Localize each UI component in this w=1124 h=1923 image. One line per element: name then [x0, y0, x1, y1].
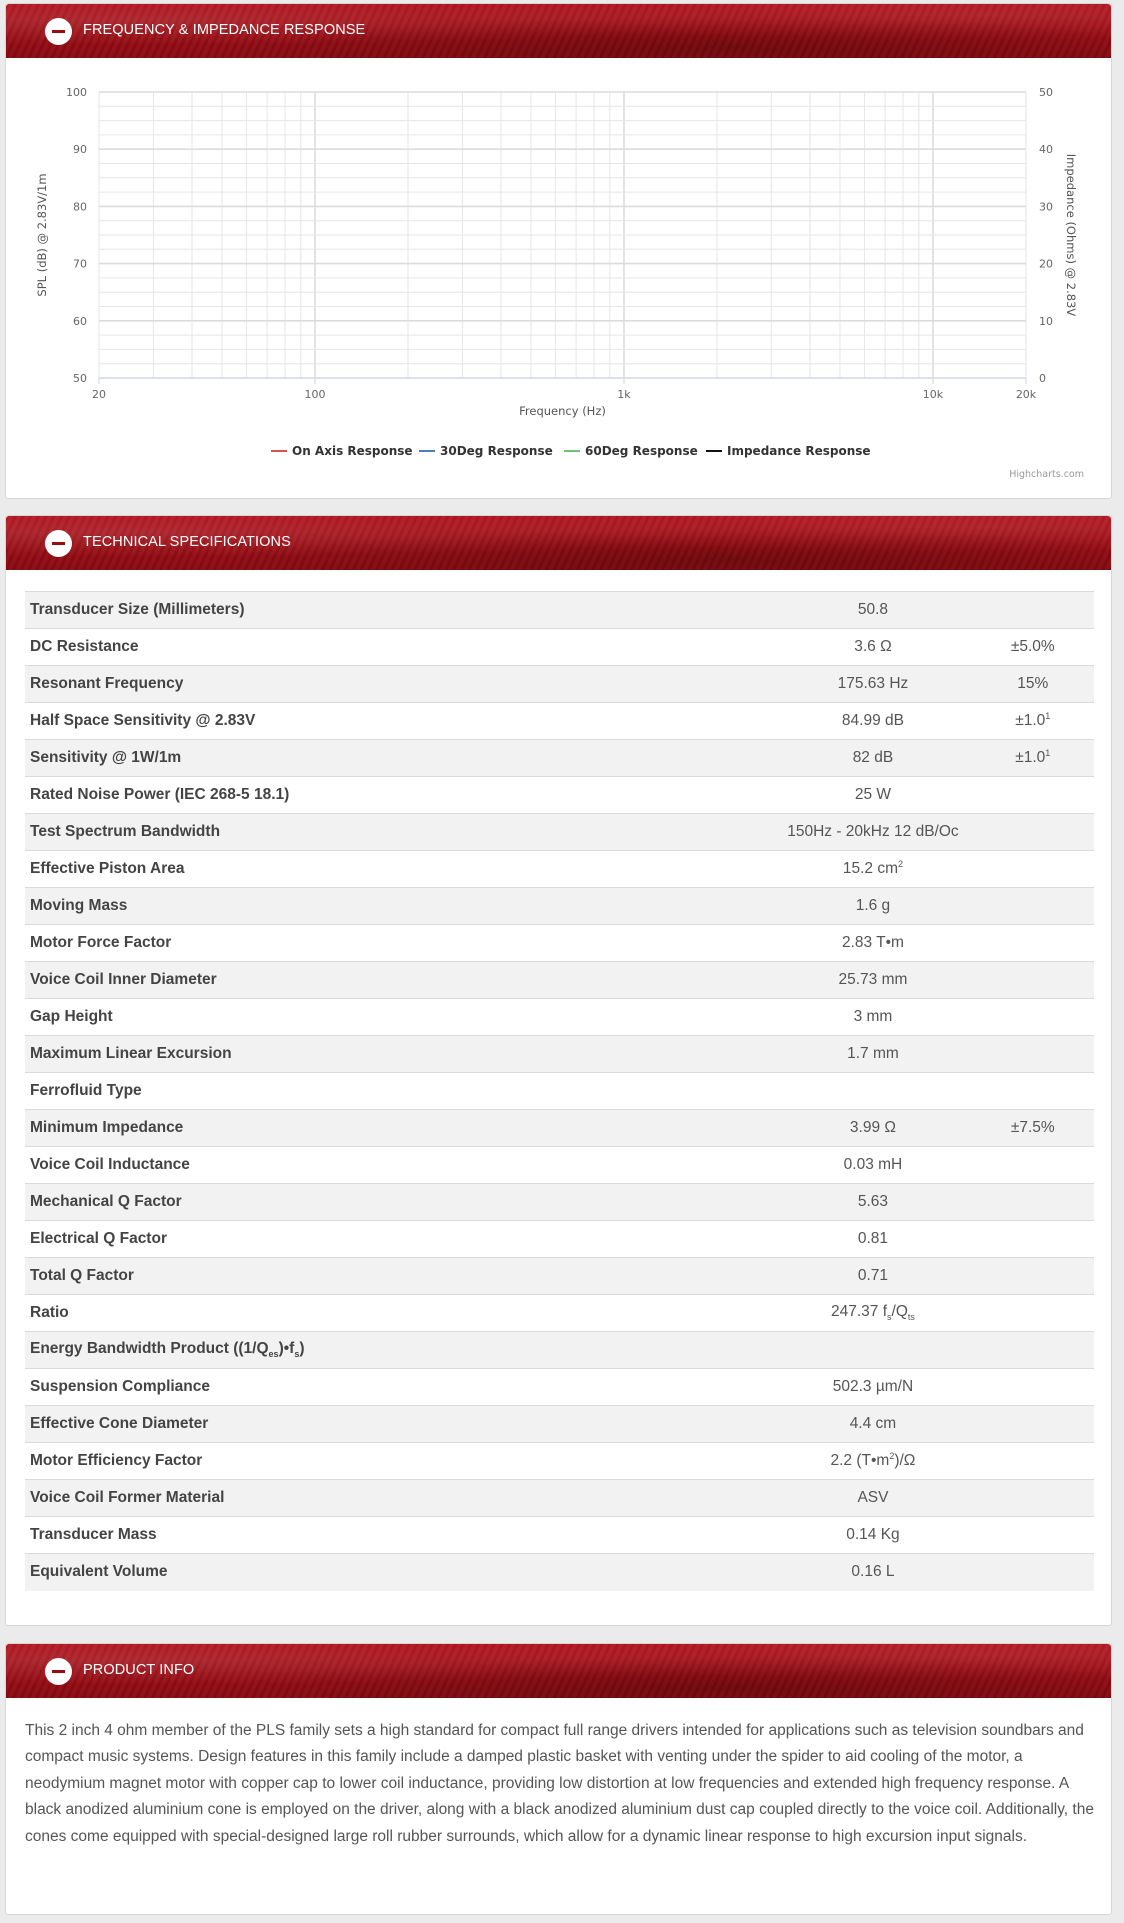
spec-value: 15.2 $cm^2$: [842, 859, 904, 878]
spec-row: [25, 1184, 1094, 1221]
legend-item[interactable]: [564, 444, 698, 458]
product-info-header[interactable]: [6, 1644, 1111, 1698]
technical-specifications-title: TECHNICAL SPECIFICATIONS: [83, 534, 291, 550]
spec-row: [25, 1258, 1094, 1295]
spec-label: Transducer Mass: [30, 1526, 157, 1543]
spec-tolerance: [967, 814, 1094, 851]
spec-value: [774, 1332, 966, 1369]
spec-label: Motor Force Factor: [30, 934, 172, 951]
spec-value: 2.2 $(T•m^2)/\Omega$: [830, 1451, 916, 1470]
technical-specifications-panel: [5, 515, 1112, 1626]
spec-tolerance: $\pm 1.0^1$: [1015, 711, 1051, 730]
spec-row: [25, 851, 1094, 888]
y-tick-label: 50: [73, 372, 87, 385]
spec-row: [25, 814, 1094, 851]
spec-value: ASV: [857, 1489, 889, 1506]
spec-value: 4.4 cm: [849, 1415, 897, 1432]
spec-value: 5.63: [857, 1193, 889, 1210]
spec-value: 25 W: [854, 786, 892, 803]
spec-tolerance: [967, 925, 1094, 962]
spec-row: [25, 888, 1094, 925]
y-axis-title: SPL (dB) @ 2.83V/1m: [35, 173, 49, 297]
spec-label: Suspension Compliance: [30, 1378, 211, 1395]
spec-value: 0.16 L: [851, 1563, 895, 1581]
spec-row: [25, 666, 1094, 703]
spec-tolerance: [967, 1369, 1094, 1406]
spec-value: 3.99 Ω: [849, 1119, 896, 1136]
y-tick-label: 100: [66, 86, 87, 99]
spec-value: 502.3 µm/N: [832, 1378, 914, 1395]
spec-label: Effective Cone Diameter: [30, 1415, 209, 1432]
legend-label: 60Deg Response: [585, 444, 698, 458]
y2-axis-title: Impedance (Ohms) @ 2.83V: [1064, 153, 1078, 317]
spec-row: [25, 1295, 1094, 1332]
spec-label: Mechanical Q Factor: [30, 1193, 182, 1210]
spec-value: 50.8: [857, 601, 889, 618]
x-tick-label: 10k: [922, 388, 944, 401]
spec-tolerance: [967, 1480, 1094, 1517]
spec-label: Voice Coil Former Material: [30, 1489, 225, 1506]
y-tick-label: 60: [73, 314, 87, 328]
spec-row: [25, 1073, 1094, 1110]
spec-label: Ratio: [30, 1304, 69, 1321]
spec-tolerance: [967, 1554, 1094, 1591]
y-tick-label: 90: [73, 143, 87, 157]
spec-tolerance: [967, 1147, 1094, 1184]
spec-row: [25, 1517, 1094, 1554]
spec-row: [25, 999, 1094, 1036]
spec-tolerance: [967, 999, 1094, 1036]
spec-tolerance: ±5.0%: [1010, 638, 1055, 655]
spec-row: [25, 925, 1094, 962]
spec-row: [25, 1480, 1094, 1517]
y2-tick-label: 50: [1039, 86, 1053, 99]
spec-row: [25, 777, 1094, 814]
spec-tolerance: [967, 1332, 1094, 1369]
spec-value: 150Hz - 20kHz 12 dB/Oc: [787, 823, 959, 840]
frequency-response-title: FREQUENCY & IMPEDANCE RESPONSE: [83, 22, 366, 38]
spec-label: Moving Mass: [30, 897, 128, 914]
spec-row: [25, 1221, 1094, 1258]
spec-label: Energy Bandwidth Product $((1/Q_{es})•f_s)$: [30, 1340, 305, 1360]
technical-specifications-header[interactable]: [6, 516, 1111, 570]
spec-label: DC Resistance: [30, 638, 139, 655]
collapse-minus-icon[interactable]: [45, 1658, 72, 1685]
spec-tolerance: [967, 851, 1094, 888]
product-info-panel: [5, 1643, 1112, 1915]
spec-value: 0.14 Kg: [846, 1526, 900, 1543]
product-info-title: PRODUCT INFO: [83, 1662, 195, 1678]
spec-row: [25, 740, 1094, 777]
spec-tolerance: $\pm 1.0^1$: [1015, 748, 1051, 767]
spec-value: 3.6 Ω: [854, 638, 892, 655]
y2-tick-label: 40: [1039, 143, 1053, 157]
frequency-response-panel: [5, 3, 1112, 499]
spec-label: Effective Piston Area: [30, 860, 185, 877]
spec-row: [25, 962, 1094, 999]
spec-value: 0.03 mH: [843, 1156, 903, 1173]
collapse-minus-icon[interactable]: [45, 18, 72, 45]
spec-value: 25.73 mm: [838, 971, 908, 988]
collapse-minus-icon[interactable]: [45, 530, 72, 557]
spec-tolerance: [967, 962, 1094, 999]
spec-value: 82 dB: [852, 749, 894, 766]
spec-row: [25, 703, 1094, 740]
spec-tolerance: 15%: [1017, 675, 1049, 692]
spec-tolerance: [967, 1443, 1094, 1480]
spec-value: 3 mm: [853, 1008, 893, 1025]
spec-label: Electrical Q Factor: [30, 1230, 167, 1247]
spec-tolerance: [967, 592, 1094, 629]
x-tick-label: 1k: [617, 388, 631, 401]
spec-label: Sensitivity @ 1W/1m: [30, 749, 182, 766]
spec-row: [25, 592, 1094, 629]
spec-label: Voice Coil Inductance: [30, 1156, 190, 1173]
spec-tolerance: ±7.5%: [1010, 1119, 1055, 1136]
spec-value: 247.37 $f_s/Q_{ts}$: [830, 1303, 915, 1323]
y2-tick-label: 0: [1039, 372, 1046, 385]
x-tick-label: 20k: [1015, 388, 1037, 401]
spec-row: [25, 1369, 1094, 1406]
legend-label: On Axis Response: [292, 444, 413, 458]
spec-row: [25, 1036, 1094, 1073]
frequency-response-header[interactable]: [6, 4, 1111, 58]
spec-tolerance: [967, 1073, 1094, 1110]
spec-row: [25, 1406, 1094, 1443]
spec-value: 1.7 mm: [847, 1045, 899, 1062]
spec-label: Voice Coil Inner Diameter: [30, 971, 217, 988]
spec-row: [25, 1110, 1094, 1147]
spec-tolerance: [967, 888, 1094, 925]
specifications-table: [25, 591, 1094, 1591]
spec-row: [25, 1554, 1094, 1591]
spec-row: [25, 1147, 1094, 1184]
y2-tick-label: 20: [1039, 257, 1053, 271]
spec-row: [25, 629, 1094, 666]
spec-row: [25, 1443, 1094, 1480]
legend-item[interactable]: [419, 444, 553, 458]
spec-label: Test Spectrum Bandwidth: [30, 823, 221, 840]
spec-tolerance: [967, 1258, 1094, 1295]
spec-value: 1.6 g: [855, 897, 891, 914]
spec-row: [25, 1332, 1094, 1369]
frequency-impedance-chart: [6, 58, 1111, 498]
x-axis-title: Frequency (Hz): [519, 404, 606, 418]
x-tick-label: 20: [92, 388, 106, 401]
y-tick-label: 70: [73, 257, 87, 271]
highcharts-credits[interactable]: Highcharts.com: [1009, 469, 1084, 480]
spec-tolerance: [967, 1036, 1094, 1073]
spec-tolerance: [967, 777, 1094, 814]
spec-value: 0.71: [857, 1267, 889, 1284]
spec-value: 175.63 Hz: [837, 675, 909, 692]
spec-tolerance: [967, 1406, 1094, 1443]
x-tick-label: 100: [304, 388, 326, 401]
spec-label: Resonant Frequency: [30, 675, 184, 692]
spec-label: Gap Height: [30, 1008, 113, 1025]
spec-value: 0.81: [857, 1230, 889, 1247]
product-description: This 2 inch 4 ohm member of the PLS family sets a high standard for compact full range drivers intended for applications such as television soundbars and compact music systems. Design features in this family include a damped plastic basket with venting under the spider to aid cooling of the motor, a neodymium magnet motor with copper cap to lower coil inductance, providing low distortion at low frequencies and extended high frequency response. A black anodized aluminium cone is employed on the driver, along with a black anodized aluminium dust cap coupled directly to the voice coil. Additionally, the cones come equipped with special-designed large roll rubber surrounds, which allow for a dynamic linear response to high excursion input signals.: [25, 1722, 1094, 1845]
spec-label: Motor Efficiency Factor: [30, 1452, 203, 1469]
spec-value: [774, 1073, 966, 1110]
spec-tolerance: [967, 1517, 1094, 1554]
legend-label: Impedance Response: [727, 444, 871, 458]
spec-label: Maximum Linear Excursion: [30, 1045, 232, 1062]
y-tick-label: 80: [73, 200, 87, 214]
spec-label: Transducer Size (Millimeters): [30, 601, 245, 618]
spec-value: 2.83 T•m: [841, 934, 904, 951]
spec-label: Rated Noise Power (IEC 268-5 18.1): [30, 786, 290, 803]
spec-label: Half Space Sensitivity @ 2.83V: [30, 712, 256, 729]
y2-tick-label: 30: [1039, 200, 1053, 214]
spec-value: 84.99 dB: [841, 712, 904, 729]
legend-item[interactable]: [706, 444, 871, 458]
spec-label: Total Q Factor: [30, 1267, 134, 1284]
spec-label: Ferrofluid Type: [30, 1082, 142, 1099]
legend-item[interactable]: [271, 444, 413, 458]
spec-tolerance: [967, 1295, 1094, 1332]
y2-tick-label: 10: [1039, 314, 1053, 328]
spec-label: Minimum Impedance: [30, 1119, 184, 1136]
spec-tolerance: [967, 1184, 1094, 1221]
spec-tolerance: [967, 1221, 1094, 1258]
spec-label: Equivalent Volume: [30, 1563, 168, 1581]
legend-label: 30Deg Response: [440, 444, 553, 458]
